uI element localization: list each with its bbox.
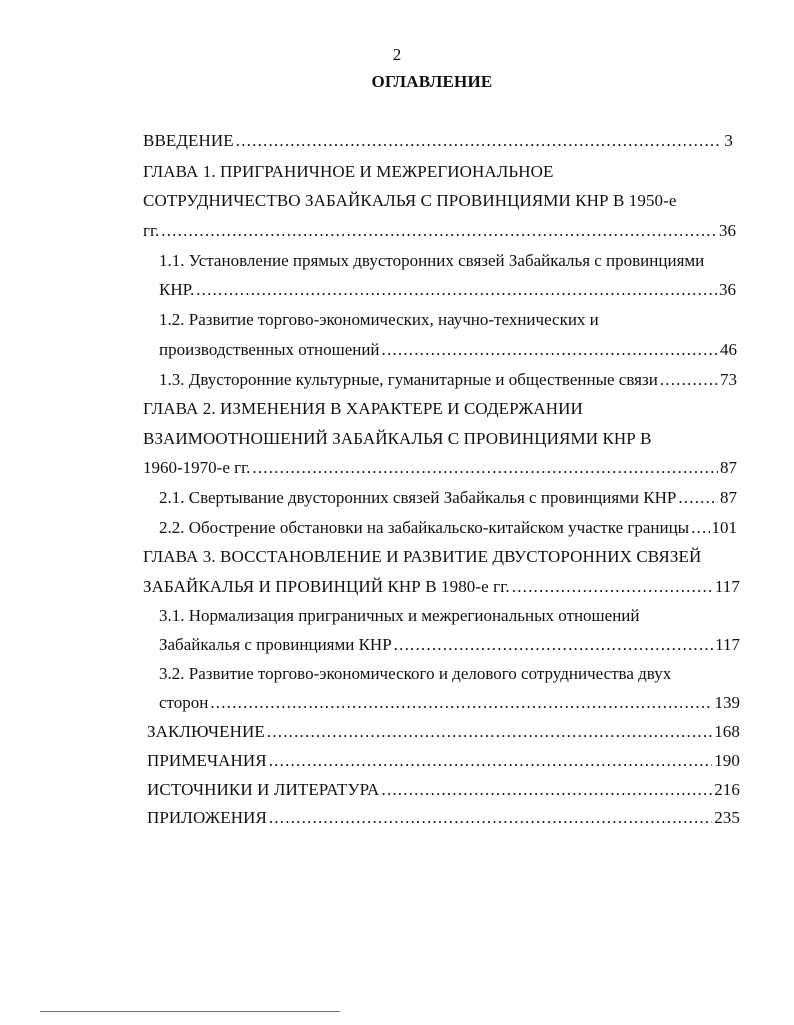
dot-leader [267, 720, 712, 744]
toc-section-1-1-line-2[interactable]: КНР. ..... 36 [159, 278, 736, 302]
toc-page-number: 117 [714, 577, 740, 596]
toc-section-3-1-line-2[interactable]: Забайкалья с провинциями КНР ..... 117 [159, 633, 740, 657]
toc-chapter-2-heading-line-2[interactable]: ВЗАИМООТНОШЕНИЙ ЗАБАЙКАЛЬЯ С ПРОВИНЦИЯМИ КНР В [143, 429, 652, 448]
toc-chapter-1-heading-line-2[interactable]: СОТРУДНИЧЕСТВО ЗАБАЙКАЛЬЯ С ПРОВИНЦИЯМИ КНР В 1950-е [143, 191, 677, 210]
toc-page-number: 235 [714, 808, 740, 827]
toc-chapter-2-heading-line-1[interactable]: ГЛАВА 2. ИЗМЕНЕНИЯ В ХАРАКТЕРЕ И СОДЕРЖАНИИ [143, 399, 583, 418]
toc-entry-notes[interactable]: ПРИМЕЧАНИЯ ..... 190 [147, 749, 740, 773]
dot-leader [269, 749, 712, 773]
dot-leader [382, 338, 718, 362]
toc-entry-sources[interactable]: ИСТОЧНИКИ И ЛИТЕРАТУРА ..... 216 [147, 778, 740, 802]
toc-section-1-2-line-2[interactable]: производственных отношений ..... 46 [159, 338, 737, 362]
toc-chapter-1-heading-line-3[interactable]: гг. ..... 36 [143, 219, 736, 243]
toc-section-2-2[interactable]: 2.2. Обострение обстановки на забайкальско-китайском участке границы ..... 101 [159, 516, 737, 540]
dot-leader [660, 368, 718, 392]
toc-chapter-3-heading-line-1[interactable]: ГЛАВА 3. ВОССТАНОВЛЕНИЕ И РАЗВИТИЕ ДВУСТОРОННИХ СВЯЗЕЙ [143, 547, 702, 566]
toc-page-number: 3 [724, 131, 733, 150]
toc-section-3-2-line-2[interactable]: сторон ..... 139 [159, 691, 740, 715]
dot-leader [196, 278, 717, 302]
toc-page-number: 216 [714, 780, 740, 799]
toc-page-number: 139 [714, 693, 740, 712]
toc-page-number: 117 [715, 635, 740, 654]
toc-page-number: 101 [711, 518, 737, 537]
toc-page-number: 190 [714, 751, 740, 770]
toc-chapter-2-heading-line-3[interactable]: 1960-1970-е гг. ..... 87 [143, 456, 737, 480]
footer-rule [40, 1011, 340, 1012]
toc-section-3-1-line-1[interactable]: 3.1. Нормализация приграничных и межрегиональных отношений [159, 606, 640, 625]
toc-section-3-2-line-1[interactable]: 3.2. Развитие торгово-экономического и делового сотрудничества двух [159, 664, 672, 683]
toc-entry-introduction[interactable] [143, 129, 733, 153]
toc-page-number: 36 [719, 221, 736, 240]
toc-page-number: 87 [720, 488, 737, 507]
dot-leader [269, 806, 712, 830]
dot-leader [252, 456, 718, 480]
toc-entry-conclusion[interactable]: ЗАКЛЮЧЕНИЕ ..... 168 [147, 720, 740, 744]
page-title: ОГЛАВЛЕНИЕ [371, 72, 493, 91]
page-number: 2 [392, 45, 402, 64]
dot-leader [210, 691, 712, 715]
toc-entry-label: ВВЕДЕНИЕ [143, 131, 234, 150]
dot-leader [394, 633, 713, 657]
toc-chapter-1-heading-line-1[interactable]: ГЛАВА 1. ПРИГРАНИЧНОЕ И МЕЖРЕГИОНАЛЬНОЕ [143, 162, 554, 181]
toc-page-number: 168 [714, 722, 740, 741]
dot-leader [161, 219, 717, 243]
toc-section-2-1[interactable]: 2.1. Свертывание двусторонних связей Забайкалья с провинциями КНР ..... 87 [159, 486, 737, 510]
toc-section-1-1-line-1[interactable]: 1.1. Установление прямых двусторонних связей Забайкалья с провинциями [159, 251, 705, 270]
dot-leader [236, 129, 723, 153]
toc-section-1-2-line-1[interactable]: 1.2. Развитие торгово-экономических, научно-технических и [159, 310, 599, 329]
dot-leader [381, 778, 712, 802]
toc-section-1-3[interactable]: 1.3. Двусторонние культурные, гуманитарные и общественные связи ..... 73 [159, 368, 737, 392]
toc-page-number: 87 [720, 458, 737, 477]
dot-leader [691, 516, 709, 540]
dot-leader [678, 486, 718, 510]
toc-page-number: 46 [720, 340, 737, 359]
toc-entry-appendix[interactable]: ПРИЛОЖЕНИЯ ..... 235 [147, 806, 740, 830]
toc-page-number: 73 [720, 370, 737, 389]
toc-page-number: 36 [719, 280, 736, 299]
dot-leader [512, 575, 713, 599]
toc-chapter-3-heading-line-2[interactable]: ЗАБАЙКАЛЬЯ И ПРОВИНЦИЙ КНР В 1980-е гг. ..... 117 [143, 575, 740, 599]
